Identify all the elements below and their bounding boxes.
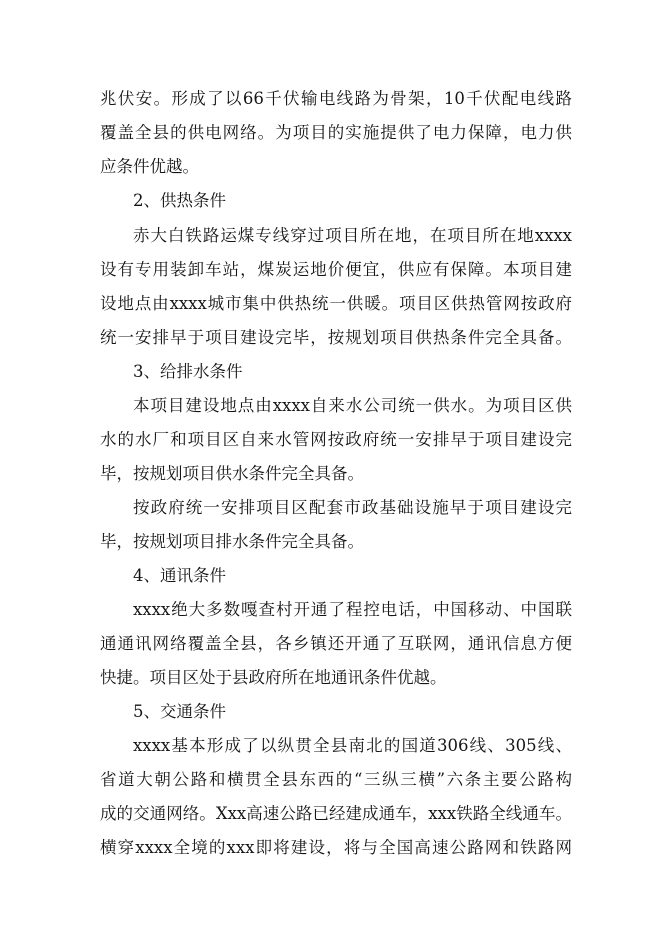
text-line: 水的水厂和项目区自来水管网按政府统一安排早于项目建设完 <box>100 430 572 449</box>
text-line: 设有专用装卸车站，煤炭运地价便宜，供应有保障。本项目建 <box>100 260 572 279</box>
text-line: 毕，按规划项目供水条件完全具备。 <box>100 464 364 483</box>
text-line: 通通讯网络覆盖全县，各乡镇还开通了互联网，通讯信息方便 <box>100 634 572 653</box>
text-line: 设地点由xxxx城市集中供热统一供暖。项目区供热管网按政府 <box>100 294 572 313</box>
section-heading: 4、通讯条件 <box>133 566 226 585</box>
section-heading: 2、供热条件 <box>133 191 226 210</box>
text-line: 覆盖全县的供电网络。为项目的实施提供了电力保障，电力供 <box>100 123 572 142</box>
text-line: 赤大白铁路运煤专线穿过项目所在地，在项目所在地xxxx <box>133 226 572 245</box>
text-line: 统一安排早于项目建设完毕，按规划项目供热条件完全具备。 <box>100 328 572 347</box>
text-line: xxxx基本形成了以纵贯全县南北的国道306线、305线、 <box>133 736 572 755</box>
section-heading: 5、交通条件 <box>133 702 226 721</box>
text-line: 成的交通网络。Xxx高速公路已经建成通车，xxx铁路全线通车。 <box>100 804 572 823</box>
text-line: 本项目建设地点由xxxx自来水公司统一供水。为项目区供 <box>133 396 572 415</box>
text-line: 快捷。项目区处于县政府所在地通讯条件优越。 <box>100 668 447 687</box>
text-line: 按政府统一安排项目区配套市政基础设施早于项目建设完 <box>133 498 572 517</box>
section-heading: 3、给排水条件 <box>133 362 243 381</box>
text-line: 应条件优越。 <box>100 157 199 176</box>
text-line: 省道大朝公路和横贯全县东西的“三纵三横”六条主要公路构 <box>100 770 572 789</box>
text-line: 毕，按规划项目排水条件完全具备。 <box>100 532 364 551</box>
text-line: 兆伏安。形成了以66千伏输电线路为骨架，10千伏配电线路 <box>100 89 572 108</box>
text-line: 横穿xxxx全境的xxx即将建设，将与全国高速公路网和铁路网 <box>100 838 572 857</box>
text-line: xxxx绝大多数嘎查村开通了程控电话，中国移动、中国联 <box>133 600 572 619</box>
